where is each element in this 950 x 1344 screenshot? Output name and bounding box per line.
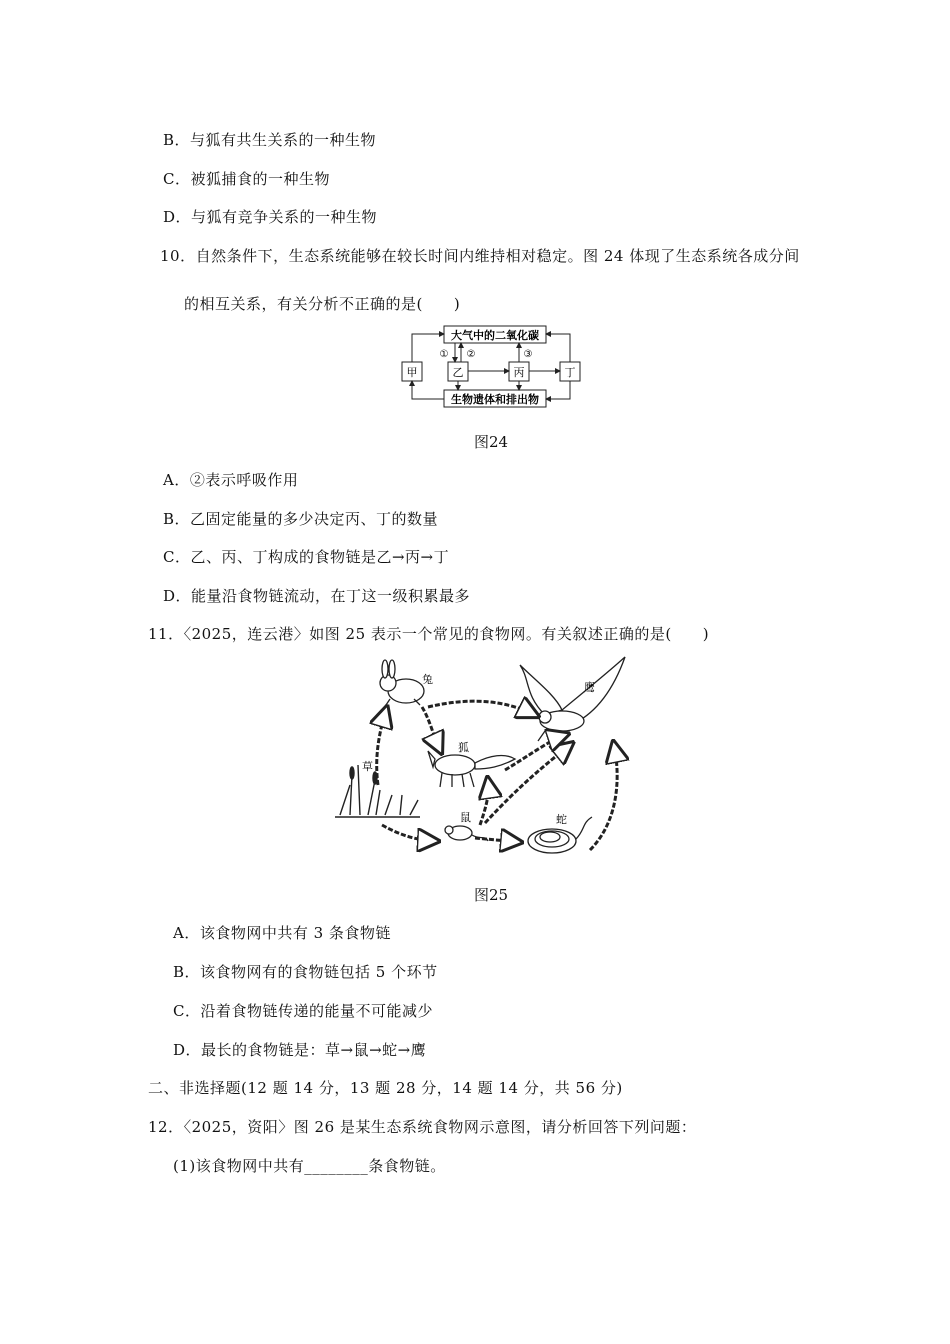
q10-stem-line1: 10．自然条件下，生态系统能够在较长时间内维持相对稳定。图 24 体现了生态系统各成分间	[160, 247, 800, 265]
box-jia: 甲	[406, 366, 418, 379]
box-atmosphere-co2: 大气中的二氧化碳	[451, 329, 539, 342]
q12-sub1: (1)该食物网中共有________条食物链。	[173, 1157, 446, 1175]
label-3: ③	[523, 349, 533, 360]
q11-option-c: C．沿着食物链传递的能量不可能减少	[173, 1002, 433, 1020]
grass-icon	[335, 765, 420, 817]
box-yi: 乙	[452, 366, 464, 379]
figure-24-caption: 图24	[474, 433, 509, 451]
q11-option-d: D．最长的食物链是：草→鼠→蛇→鹰	[173, 1041, 427, 1059]
mouse-icon	[445, 826, 488, 841]
label-mouse: 鼠	[460, 811, 471, 824]
rabbit-icon	[380, 660, 424, 705]
box-ding: 丁	[564, 366, 576, 379]
q11-option-a: A．该食物网中共有 3 条食物链	[173, 924, 391, 942]
section-2-heading: 二、非选择题(12 题 14 分，13 题 28 分，14 题 14 分，共 56 分)	[148, 1079, 623, 1097]
label-2: ②	[466, 349, 476, 360]
q11-option-b: B．该食物网有的食物链包括 5 个环节	[173, 963, 438, 981]
label-grass: 草	[362, 760, 373, 773]
q10-option-c: C．乙、丙、丁构成的食物链是乙→丙→丁	[163, 548, 450, 566]
q9-option-b: B．与狐有共生关系的一种生物	[163, 131, 377, 149]
q10-option-b: B．乙固定能量的多少决定丙、丁的数量	[163, 510, 439, 528]
box-bing: 丙	[513, 366, 525, 379]
q12-stem: 12．〈2025，资阳〉图 26 是某生态系统食物网示意图，请分析回答下列问题：	[148, 1118, 697, 1136]
q10-stem-line2: 的相互关系，有关分析不正确的是( )	[184, 295, 461, 313]
figure-25-caption: 图25	[474, 886, 509, 904]
q10-option-a: A．②表示呼吸作用	[163, 471, 299, 489]
q9-option-d: D．与狐有竞争关系的一种生物	[163, 208, 378, 226]
fox-icon	[428, 751, 515, 787]
figure-24-carbon-cycle-diagram	[400, 322, 590, 412]
q9-option-c: C．被狐捕食的一种生物	[163, 170, 330, 188]
box-remains-excreta: 生物遗体和排出物	[451, 393, 539, 406]
figure-25-food-web	[330, 655, 630, 860]
eagle-icon	[520, 657, 625, 741]
q10-option-d: D．能量沿食物链流动，在丁这一级积累最多	[163, 587, 471, 605]
label-rabbit: 兔	[422, 673, 433, 686]
label-eagle: 鹰	[584, 681, 595, 694]
label-snake: 蛇	[556, 813, 567, 826]
q11-stem: 11．〈2025，连云港〉如图 25 表示一个常见的食物网。有关叙述正确的是( )	[148, 625, 710, 643]
label-1: ①	[439, 349, 449, 360]
label-fox: 狐	[458, 741, 469, 754]
